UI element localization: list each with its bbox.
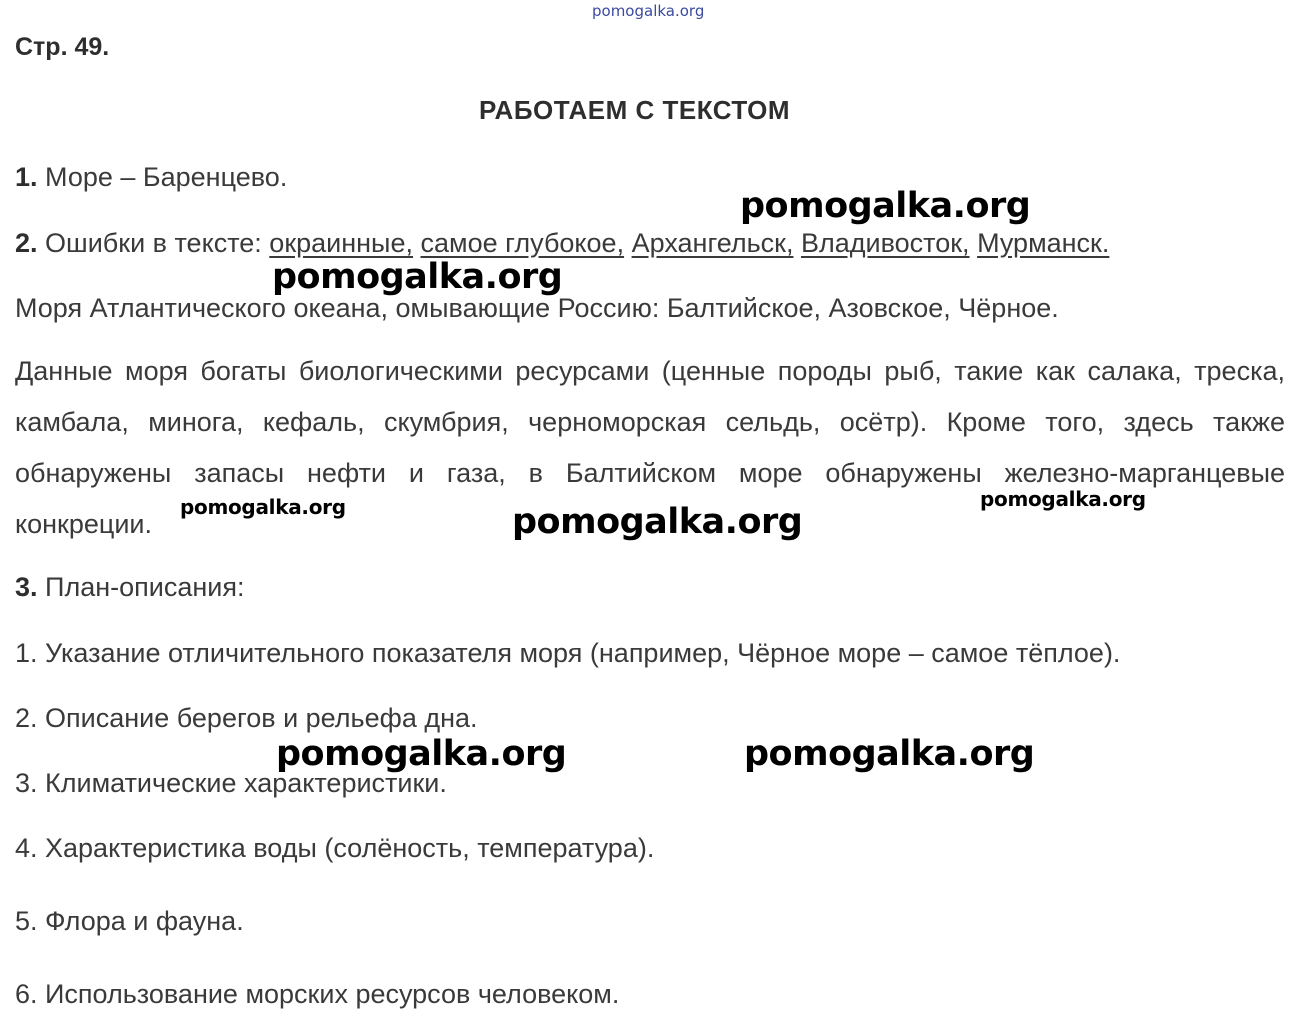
page-reference: Стр. 49.	[15, 33, 110, 61]
watermark: pomogalka.org	[980, 487, 1146, 511]
watermark: pomogalka.org	[512, 502, 803, 542]
error-word: окраинные,	[269, 228, 413, 258]
answer-1	[15, 161, 287, 193]
plan-item-4: 4. Характеристика воды (солёность, температура).	[15, 833, 655, 863]
plan-item-2: 2. Описание берегов и рельефа дна.	[15, 703, 478, 733]
answer-2-number: 2.	[15, 228, 38, 258]
watermark: pomogalka.org	[180, 495, 346, 519]
watermark: pomogalka.org	[740, 186, 1031, 226]
resources-paragraph: Данные моря богаты биологическими ресурсами (ценные породы рыб, такие как салака, треска, камбала, минога, кефаль, скумбрия, черноморская сельдь, осётр). Кроме того, здесь также обнаружены запасы нефти и газа, в Балтийском море обнаружены железно-марганцевые конкреции.	[15, 356, 1285, 539]
answer-2-errors	[15, 227, 1109, 259]
error-word: Владивосток,	[800, 228, 970, 258]
watermark: pomogalka.org	[744, 734, 1035, 774]
answer-3-number: 3.	[15, 572, 38, 602]
section-heading: РАБОТАЕМ С ТЕКСТОМ	[479, 95, 790, 125]
watermark: pomogalka.org	[272, 257, 563, 297]
plan-item-5: 5. Флора и фауна.	[15, 906, 244, 936]
answer-2-intro: Ошибки в тексте:	[45, 228, 262, 258]
error-word: Мурманск.	[977, 228, 1110, 258]
error-word: Архангельск,	[631, 228, 794, 258]
answer-3-heading	[15, 571, 244, 603]
plan-item-1: 1. Указание отличительного показателя моря (например, Чёрное море – самое тёплое).	[15, 638, 1121, 668]
watermark-top: pomogalka.org	[592, 2, 705, 20]
answer-1-text: Море – Баренцево.	[45, 162, 288, 192]
error-word: самое глубокое,	[420, 228, 625, 258]
atlantic-seas-line: Моря Атлантического океана, омывающие Россию: Балтийское, Азовское, Чёрное.	[15, 293, 1059, 323]
answer-1-number: 1.	[15, 162, 38, 192]
plan-item-6: 6. Использование морских ресурсов человеком.	[15, 979, 620, 1009]
answer-3-intro: План-описания:	[45, 572, 245, 602]
plan-item-3: 3. Климатические характеристики.	[15, 768, 447, 798]
watermark: pomogalka.org	[276, 734, 567, 774]
